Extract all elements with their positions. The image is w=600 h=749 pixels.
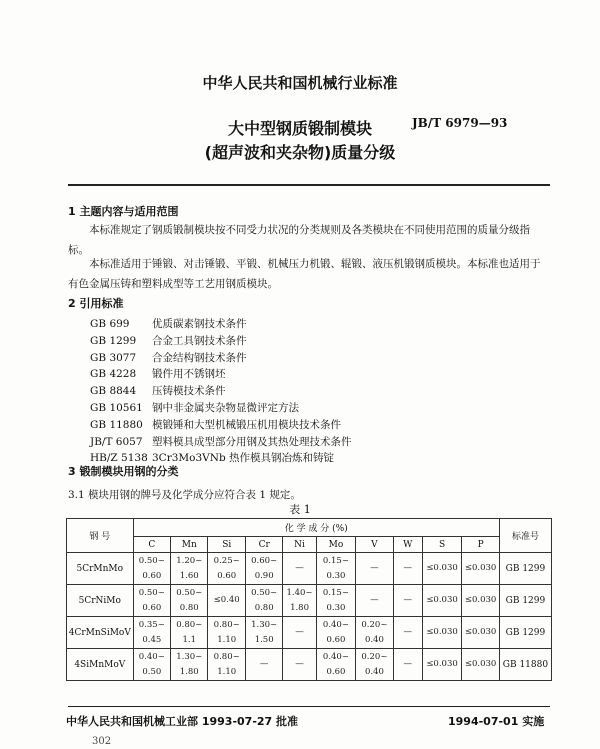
composition-cell: 0.60~ 0.90 (245, 553, 282, 585)
standard-cell: GB 11880 (499, 649, 551, 681)
grade-cell: 4CrMnSiMoV (67, 617, 134, 649)
reference-item: JB/T 6057 塑料模具成型部分用钢及其热处理技术条件 (90, 435, 352, 448)
grade-cell: 5CrMnMo (67, 553, 134, 585)
footer-divider (68, 706, 550, 707)
element-header: W (393, 537, 422, 553)
standard-cell: GB 1299 (499, 553, 551, 585)
section-1-paragraph-1: 本标准规定了钢质锻制模块按不同受力状况的分类规则及各类模块在不同使用范围的质量分级指标。 (68, 224, 530, 256)
element-header: P (462, 537, 500, 553)
implementation-date: 1994-07-01 实施 (448, 715, 545, 728)
composition-cell: 1.40~ 1.80 (283, 585, 316, 617)
composition-cell: 0.15~ 0.30 (316, 585, 356, 617)
element-header: S (422, 537, 462, 553)
element-header: Mo (316, 537, 356, 553)
reference-item: GB 3077 合金结构钢技术条件 (90, 351, 247, 364)
composition-cell: 0.80~ 1.10 (208, 649, 245, 681)
composition-cell: — (245, 649, 282, 681)
standard-header: 标准号 (499, 519, 551, 553)
composition-cell: 0.80~ 1.1 (171, 617, 208, 649)
composition-cell: — (283, 553, 316, 585)
element-header: C (133, 537, 170, 553)
composition-header: 化 学 成 分 (%) (133, 519, 499, 537)
composition-cell: 0.50~ 0.60 (133, 585, 170, 617)
composition-cell: 0.80~ 1.10 (208, 617, 245, 649)
page-number: 302 (92, 736, 112, 747)
composition-cell: 0.50~ 0.60 (133, 553, 170, 585)
composition-cell: — (356, 585, 393, 617)
title-divider (68, 184, 550, 186)
grade-header: 钢 号 (67, 519, 134, 553)
reference-item: GB 1299 合金工具钢技术条件 (90, 334, 247, 347)
composition-cell: ≤0.030 (422, 585, 462, 617)
composition-cell: — (393, 617, 422, 649)
section-3-heading: 3 锻制模块用钢的分类 (68, 465, 179, 478)
approval-note: 中华人民共和国机械工业部 1993-07-27 批准 (66, 715, 299, 728)
composition-cell: 0.50~ 0.80 (245, 585, 282, 617)
composition-cell: — (393, 585, 422, 617)
composition-cell: 0.40~ 0.50 (133, 649, 170, 681)
element-header: Mn (171, 537, 208, 553)
section-2-heading: 2 引用标准 (68, 297, 124, 310)
reference-list (90, 316, 352, 467)
element-header: Cr (245, 537, 282, 553)
table-row (67, 585, 552, 617)
composition-cell: 0.50~ 0.80 (171, 585, 208, 617)
composition-cell: — (283, 649, 316, 681)
reference-item: GB 699 优质碳素钢技术条件 (90, 318, 247, 330)
composition-cell: — (393, 553, 422, 585)
table-row (67, 553, 552, 585)
composition-cell: 0.35~ 0.45 (133, 617, 170, 649)
composition-cell: 0.25~ 0.60 (208, 553, 245, 585)
document-header: 中华人民共和国机械行业标准 (202, 74, 398, 92)
composition-cell: ≤0.40 (208, 585, 245, 617)
composition-cell: — (393, 649, 422, 681)
grade-cell: 4SiMnMoV (67, 649, 134, 681)
reference-item: GB 11880 模锻锤和大型机械锻压机用模块技术条件 (90, 418, 341, 431)
composition-cell: ≤0.030 (462, 585, 500, 617)
composition-cell: ≤0.030 (422, 617, 462, 649)
composition-cell: ≤0.030 (462, 553, 500, 585)
table-row (67, 617, 552, 649)
standard-cell: GB 1299 (499, 617, 551, 649)
composition-table (66, 518, 552, 681)
section-1-heading: 1 主题内容与适用范围 (68, 205, 179, 218)
grade-cell: 5CrNiMo (67, 585, 134, 617)
composition-cell: 0.15~ 0.30 (316, 553, 356, 585)
element-header: V (356, 537, 393, 553)
composition-cell: 0.20~ 0.40 (356, 617, 393, 649)
composition-cell: 0.40~ 0.60 (316, 617, 356, 649)
composition-cell: ≤0.030 (422, 553, 462, 585)
reference-item: HB/Z 5138 3Cr3Mo3VNb 热作模具钢冶炼和铸锭 (90, 452, 334, 465)
composition-cell: 0.40~ 0.60 (316, 649, 356, 681)
composition-cell: 0.20~ 0.40 (356, 649, 393, 681)
element-header: Si (208, 537, 245, 553)
element-header: Ni (283, 537, 316, 553)
composition-cell: — (356, 553, 393, 585)
composition-cell: 1.30~ 1.50 (245, 617, 282, 649)
composition-cell: — (283, 617, 316, 649)
composition-cell: ≤0.030 (422, 649, 462, 681)
reference-item: GB 4228 锻件用不锈钢坯 (90, 368, 226, 381)
reference-item: GB 8844 压铸模技术条件 (90, 385, 226, 398)
composition-cell: ≤0.030 (462, 617, 500, 649)
standard-cell: GB 1299 (499, 585, 551, 617)
document-subtitle: (超声波和夹杂物)质量分级 (204, 143, 396, 162)
document-title: 大中型钢质锻制模块 (227, 119, 372, 138)
section-1-paragraph-2: 本标准适用于锤锻、对击锤锻、平锻、机械压力机锻、辊锻、液压机锻钢质模块。本标准也适用于有色金属压铸和塑料成型等工艺用钢质模块。 (68, 258, 541, 290)
clause-3-1: 3.1 模块用钢的牌号及化学成分应符合表 1 规定。 (68, 489, 301, 501)
table-row (67, 649, 552, 681)
reference-item: GB 10561 钢中非金属夹杂物显微评定方法 (90, 401, 299, 414)
composition-cell: 1.30~ 1.80 (171, 649, 208, 681)
table-caption: 表 1 (289, 503, 311, 516)
standard-number: JB/T 6979—93 (412, 116, 508, 130)
composition-cell: ≤0.030 (462, 649, 500, 681)
composition-cell: 1.20~ 1.60 (171, 553, 208, 585)
